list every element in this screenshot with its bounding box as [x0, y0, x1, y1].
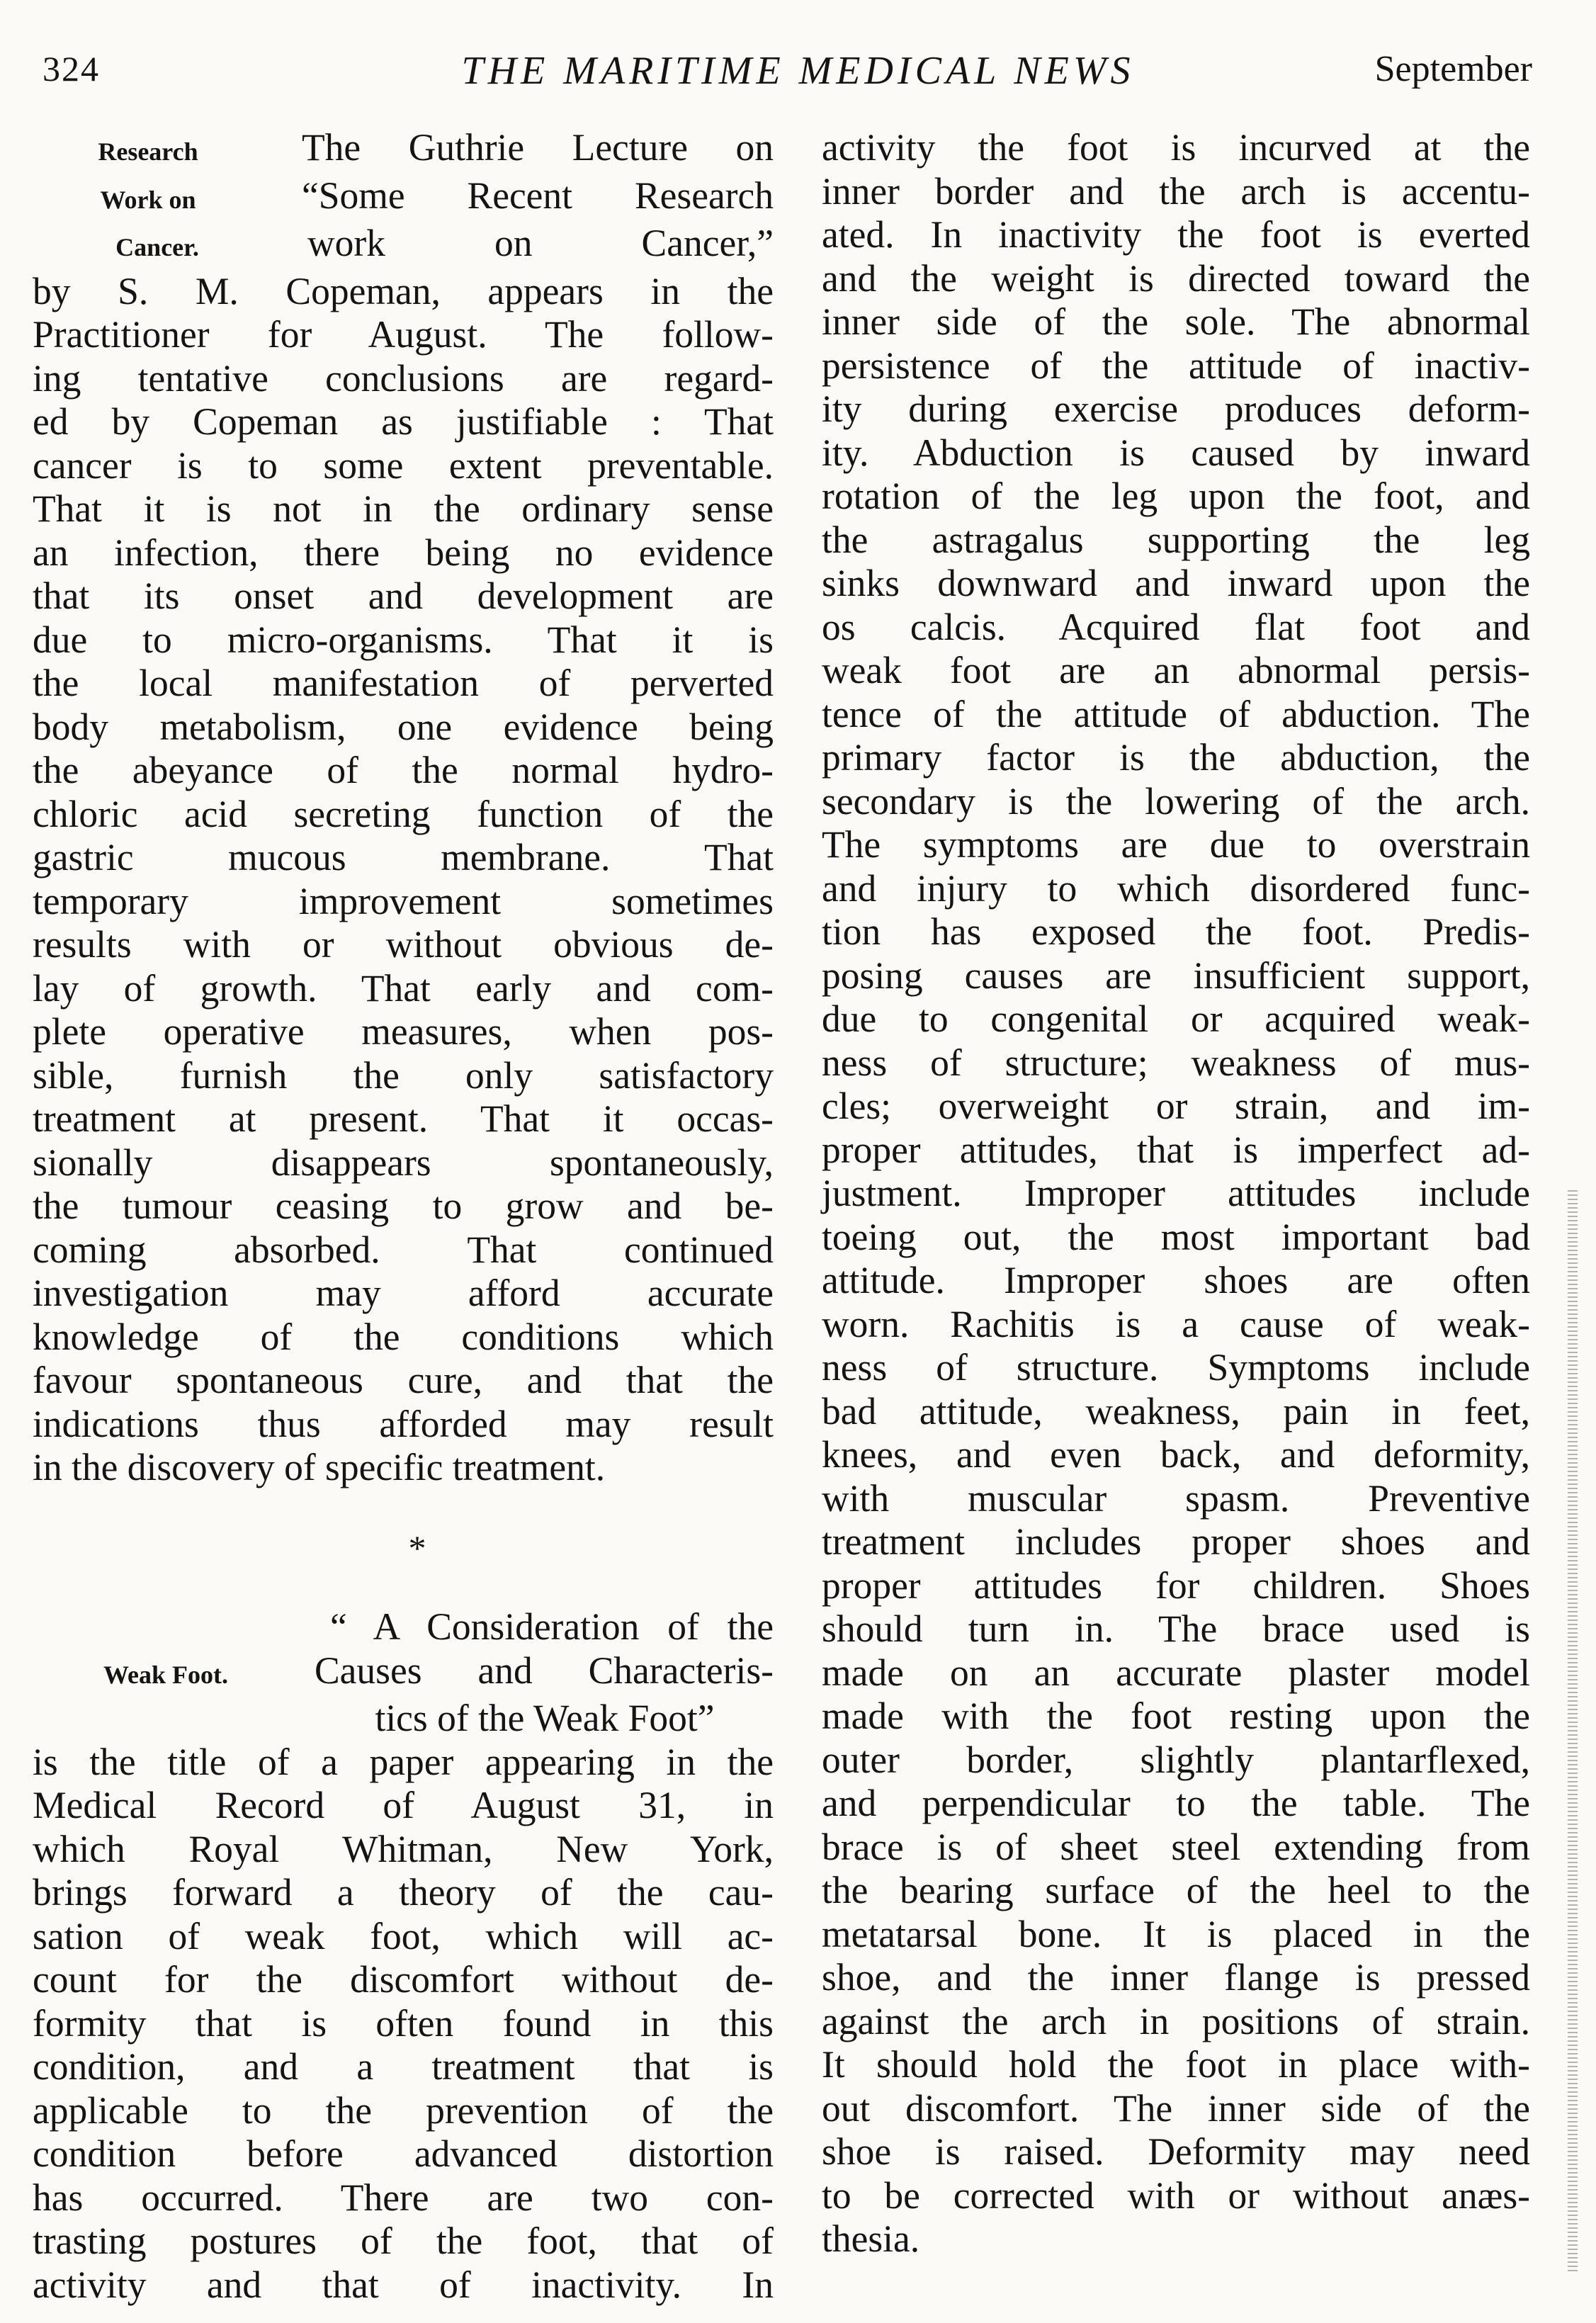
text-line: posing causes are insufficient support,: [822, 954, 1530, 997]
text-line: sation of weak foot, which will ac-: [33, 1914, 774, 1957]
text-line: inner border and the arch is accentu-: [822, 169, 1530, 213]
text-line: cancer is to some extent preventable.: [33, 443, 774, 487]
text-line: bad attitude, weakness, pain in feet,: [822, 1389, 1530, 1432]
lead-line: work on Cancer,”: [307, 222, 774, 264]
text-line: It should hold the foot in place with-: [822, 2043, 1530, 2086]
text-line: and perpendicular to the table. The: [822, 1782, 1530, 1824]
text-line: with muscular spasm. Preventive: [822, 1476, 1530, 1520]
binding-edge: [1568, 1190, 1578, 2274]
lead-row: [33, 1605, 774, 1649]
text-line: thesia.: [822, 2217, 920, 2260]
text-line: That it is not in the ordinary sense: [33, 487, 774, 530]
text-line: plete operative measures, when pos-: [33, 1010, 774, 1053]
text-line: sionally disappears spontaneously,: [33, 1141, 774, 1184]
text-line: and injury to which disordered func-: [822, 866, 1530, 910]
text-line: ity during exercise produces deform-: [822, 388, 1530, 430]
text-line: sible, furnish the only satisfactory: [33, 1053, 774, 1097]
text-line: secondary is the lowering of the arch.: [822, 779, 1530, 823]
lead-row: [33, 174, 774, 222]
text-line: against the arch in positions of strain.: [822, 1999, 1530, 2042]
text-line: os calcis. Acquired flat foot and: [822, 605, 1530, 648]
text-line: rotation of the leg upon the foot, and: [822, 475, 1530, 517]
text-line: toeing out, the most important bad: [822, 1215, 1530, 1258]
text-line: condition, and a treatment that is: [33, 2045, 774, 2088]
text-line: results with or without obvious de-: [33, 923, 774, 966]
text-line: applicable to the prevention of the: [33, 2089, 774, 2132]
text-line: and the weight is directed toward the: [822, 256, 1530, 300]
running-title: THE MARITIME MEDICAL NEWS: [461, 49, 1135, 93]
text-line: that its onset and development are: [33, 575, 774, 617]
text-line: lay of growth. That early and com-: [33, 966, 774, 1010]
text-line: brings forward a theory of the cau-: [33, 1871, 774, 1914]
text-line: investigation may afford accurate: [33, 1272, 774, 1314]
text-line: proper attitudes for children. Shoes: [822, 1564, 1530, 1607]
text-line: Practitioner for August. The follow-: [33, 313, 774, 356]
text-line: indications thus afforded may result: [33, 1402, 774, 1445]
text-line: treatment at present. That it occas-: [33, 1097, 774, 1140]
text-line: an infection, there being no evidence: [33, 531, 774, 574]
text-line: condition before advanced distortion: [33, 2132, 774, 2175]
text-line: knowledge of the conditions which: [33, 1315, 774, 1358]
text-line: in the discovery of specific treatment.: [33, 1446, 606, 1488]
text-line: gastric mucous membrane. That: [33, 836, 774, 878]
text-line: persistence of the attitude of inactiv-: [822, 344, 1530, 387]
article-body: [33, 270, 774, 1490]
side-heading-line: Cancer.: [115, 233, 199, 261]
text-line: ity. Abduction is caused by inward: [822, 431, 1530, 474]
text-line: the local manifestation of perverted: [33, 662, 774, 704]
text-line: brace is of sheet steel extending from: [822, 1825, 1530, 1868]
text-line: is the title of a paper appearing in the: [33, 1740, 774, 1783]
text-line: count for the discomfort without de-: [33, 1958, 774, 2001]
text-line: made with the foot resting upon the: [822, 1695, 1530, 1737]
article-body: [33, 1741, 774, 2307]
text-line: coming absorbed. That continued: [33, 1228, 774, 1271]
text-line: Medical Record of August 31, in: [33, 1784, 774, 1826]
text-line: activity and that of inactivity. In: [33, 2263, 774, 2306]
text-line: inner side of the sole. The abnormal: [822, 300, 1530, 343]
text-line: cles; overweight or strain, and im-: [822, 1085, 1530, 1127]
lead-line: tics of the Weak Foot”: [375, 1697, 715, 1739]
lead-row: [33, 1697, 774, 1741]
lead-row: [33, 222, 774, 270]
text-line: metatarsal bone. It is placed in the: [822, 1912, 1530, 1955]
text-line: activity the foot is incurved at the: [822, 126, 1530, 169]
text-line: tion has exposed the foot. Predis-: [822, 910, 1530, 953]
text-line: made on an accurate plaster model: [822, 1651, 1530, 1694]
text-line: the tumour ceasing to grow and be-: [33, 1185, 774, 1227]
text-line: the abeyance of the normal hydro-: [33, 749, 774, 791]
text-line: primary factor is the abduction, the: [822, 736, 1530, 779]
left-column: [33, 126, 774, 2307]
section-separator: *: [408, 1527, 426, 1568]
text-line: formity that is often found in this: [33, 2001, 774, 2045]
page-number: 324: [43, 49, 100, 89]
text-line: the bearing surface of the heel to the: [822, 1869, 1530, 1911]
text-line: trasting postures of the foot, that of: [33, 2220, 774, 2262]
text-line: to be corrected with or without anæs-: [822, 2174, 1530, 2217]
lead-line: “Some Recent Research: [302, 174, 774, 217]
lead-line: Causes and Characteris-: [315, 1649, 774, 1692]
text-line: outer border, slightly plantarflexed,: [822, 1738, 1530, 1781]
running-month: September: [1374, 49, 1532, 89]
text-line: temporary improvement sometimes: [33, 879, 774, 922]
text-line: justment. Improper attitudes include: [822, 1172, 1530, 1214]
side-heading: Weak Foot.: [103, 1660, 228, 1689]
text-line: ated. In inactivity the foot is everted: [822, 213, 1530, 256]
lead-row: [33, 126, 774, 174]
text-line: attitude. Improper shoes are often: [822, 1259, 1530, 1301]
text-line: which Royal Whitman, New York,: [33, 1827, 774, 1870]
text-line: should turn in. The brace used is: [822, 1607, 1530, 1650]
text-line: sinks downward and inward upon the: [822, 562, 1530, 604]
text-line: due to micro-organisms. That it is: [33, 618, 774, 661]
text-line: shoe, and the inner flange is pressed: [822, 1956, 1530, 1999]
text-line: proper attitudes, that is imperfect ad-: [822, 1128, 1530, 1171]
text-line: chloric acid secreting function of the: [33, 792, 774, 835]
text-line: the astragalus supporting the leg: [822, 518, 1530, 561]
text-line: has occurred. There are two con-: [33, 2176, 774, 2219]
text-line: favour spontaneous cure, and that the: [33, 1359, 774, 1401]
side-heading-line: Work on: [100, 185, 196, 214]
text-line: ed by Copeman as justifiable : That: [33, 400, 774, 443]
text-line: ing tentative conclusions are regard-: [33, 356, 774, 400]
text-line: ness of structure; weakness of mus-: [822, 1041, 1530, 1084]
text-line: worn. Rachitis is a cause of weak-: [822, 1302, 1530, 1345]
text-line: by S. M. Copeman, appears in the: [33, 269, 774, 312]
lead-line: “ A Consideration of the: [330, 1605, 774, 1648]
text-line: ness of structure. Symptoms include: [822, 1346, 1530, 1389]
text-line: shoe is raised. Deformity may need: [822, 2130, 1530, 2173]
text-line: tence of the attitude of abduction. The: [822, 692, 1530, 735]
right-column: [822, 126, 1530, 2261]
lead-line: The Guthrie Lecture on: [302, 126, 774, 169]
lead-row: [33, 1649, 774, 1697]
text-line: body metabolism, one evidence being: [33, 705, 774, 748]
text-line: weak foot are an abnormal persis-: [822, 649, 1530, 691]
text-line: knees, and even back, and deformity,: [822, 1433, 1530, 1476]
side-heading-line: Research: [98, 137, 198, 166]
text-line: The symptoms are due to overstrain: [822, 823, 1530, 866]
text-line: due to congenital or acquired weak-: [822, 997, 1530, 1040]
text-line: treatment includes proper shoes and: [822, 1520, 1530, 1563]
text-line: out discomfort. The inner side of the: [822, 2086, 1530, 2130]
